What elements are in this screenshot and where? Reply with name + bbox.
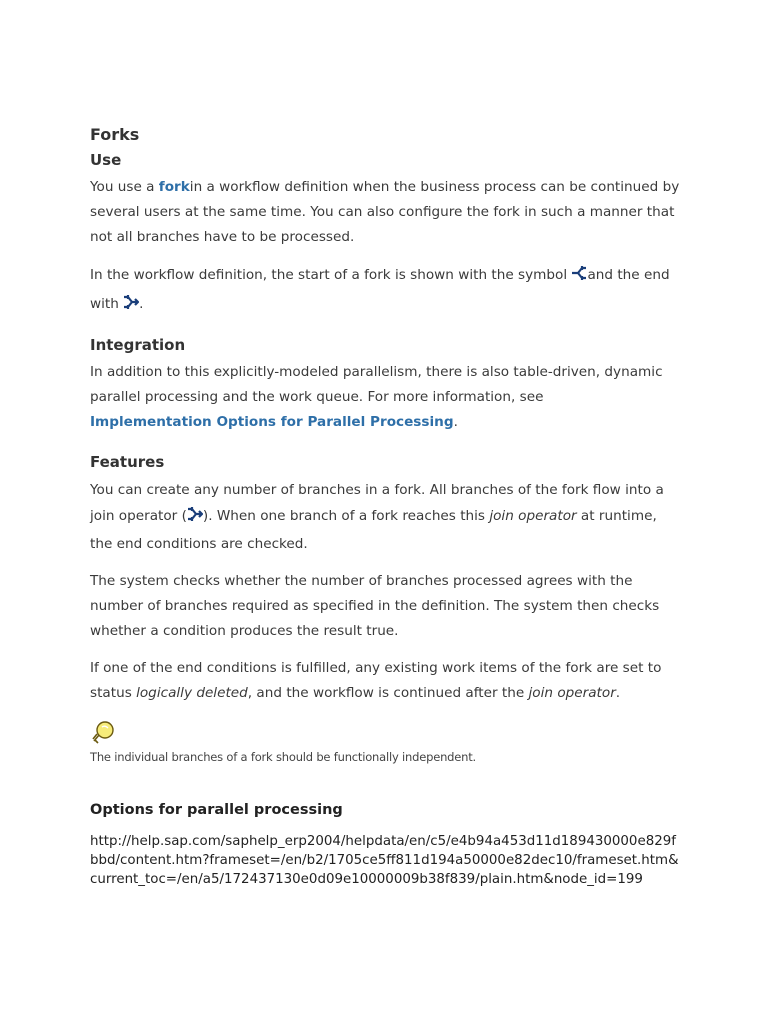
features-p3-italic-2: join operator bbox=[528, 685, 616, 701]
options-url[interactable]: http://help.sap.com/saphelp_erp2004/helpdata/en/c5/e4b94a453d11d189430000e829fbbd/content.htm?frameset=/en/b2/1705ce5ff811d194a50000e82dec10/frameset.htm&current_toc=/en/a5/172437130e0d09e10000009b38f839/plain.htm&node_id=199 bbox=[90, 834, 679, 887]
fork-start-icon bbox=[571, 264, 587, 291]
note-text: The individual branches of a fork should be functionally independent. bbox=[90, 750, 476, 764]
fork-link[interactable]: fork bbox=[158, 179, 190, 195]
features-p1-italic: join operator bbox=[489, 508, 577, 524]
use-p1-post: in a workflow definition when the business process can be continued by several users at the same time. You can also configure the fork in such a manner that not all branches have to be processed. bbox=[90, 179, 680, 245]
join-operator-icon bbox=[187, 505, 203, 531]
page-title: Forks bbox=[90, 125, 140, 144]
fork-end-icon bbox=[123, 293, 139, 320]
integration-paragraph bbox=[90, 360, 680, 435]
features-p3-post: . bbox=[615, 685, 621, 701]
features-p1-mid: ). When one branch of a fork reaches this bbox=[202, 508, 490, 524]
features-p3-pre: If one of the end conditions is fulfilled, any existing work items of the fork are set to status bbox=[90, 660, 662, 701]
features-p3-italic-1: logically deleted bbox=[136, 685, 248, 701]
features-paragraph-3 bbox=[90, 656, 680, 706]
use-p1-pre: You use a bbox=[90, 179, 159, 195]
use-p2-pre: In the workflow definition, the start of a fork is shown with the symbol bbox=[90, 267, 572, 283]
use-paragraph-1 bbox=[90, 175, 680, 250]
options-heading: Options for parallel processing bbox=[90, 802, 343, 818]
lightbulb-icon bbox=[90, 720, 680, 746]
features-p1-post: at runtime, the end conditions are checked. bbox=[90, 508, 657, 552]
use-p2-mid: and the end with bbox=[90, 267, 670, 312]
use-heading: Use bbox=[90, 151, 122, 169]
integration-text: In addition to this explicitly-modeled parallelism, there is also table-driven, dynamic parallel processing and the work queue. For more information, see bbox=[90, 364, 663, 405]
use-paragraph-2 bbox=[90, 262, 680, 320]
features-paragraph-1 bbox=[90, 477, 680, 557]
use-p2-post: . bbox=[139, 296, 144, 312]
features-paragraph-2: The system checks whether the number of branches processed agrees with the number of branches required as specified in the definition. The system then checks whether a condition produces the result true. bbox=[90, 573, 660, 639]
features-p1-pre: You can create any number of branches in a fork. All branches of the fork flow into a join operator ( bbox=[90, 482, 664, 524]
features-heading: Features bbox=[90, 453, 165, 471]
integration-link-post: . bbox=[453, 414, 458, 430]
document-content bbox=[90, 124, 680, 889]
implementation-options-link[interactable]: Implementation Options for Parallel Processing bbox=[90, 414, 454, 430]
features-p3-mid: , and the workflow is continued after the bbox=[247, 685, 529, 701]
integration-heading: Integration bbox=[90, 336, 186, 354]
